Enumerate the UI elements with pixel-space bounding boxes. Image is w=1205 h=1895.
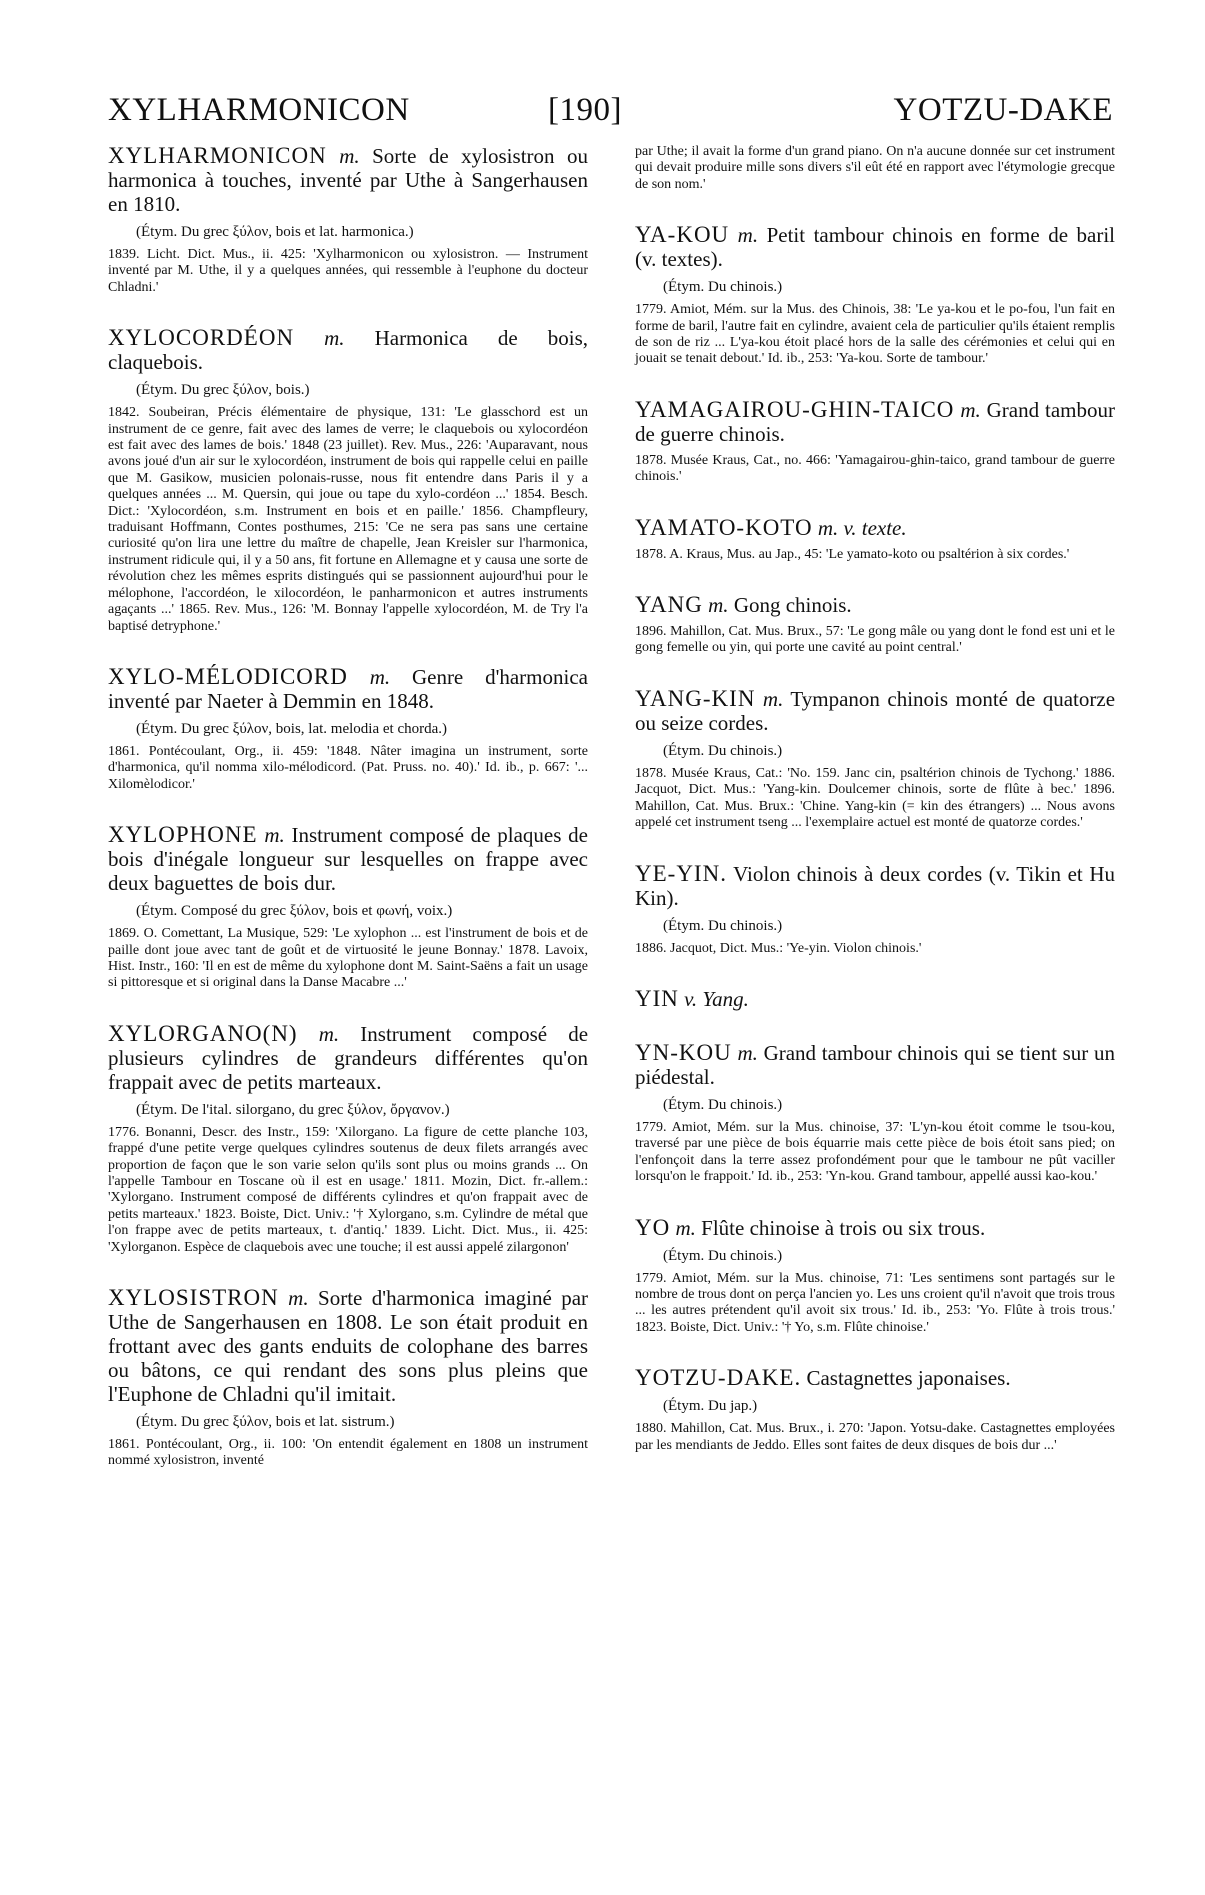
headword: YO — [635, 1214, 671, 1240]
entry-xylorganon — [108, 1022, 588, 1256]
entry-yin — [635, 987, 1115, 1011]
entry-yotzu-dake — [635, 1366, 1115, 1454]
entry-yo — [635, 1216, 1115, 1337]
citations: 1878. Musée Kraus, Cat.: 'No. 159. Janc cin, psaltérion chinois de Tychong.' 1886. Jacquot, Dict. Mus.: 'Yang-kin. Doulcemer chinois, sorte de flûte à bec.' 1896. Mahillon, Cat. Mus. Brux.: 'Chine. Yang-kin (= kin des étrangers) ... Nous avons appelé cet instrument tseng ... l'exemplaire actuel est monté de quatorze cordes.' — [635, 765, 1115, 831]
definition: Sorte de xylosistron ou harmonica à touches, inventé par Uthe à Sangerhausen en 1810. — [108, 144, 588, 216]
continued-citation: par Uthe; il avait la forme d'un grand piano. On n'a aucune donnée sur cet instrument qui devait produire mille sons divers s'il eût été en rapport avec l'étymologie grecque de son nom.' — [635, 144, 1115, 192]
etymology: (Étym. Du grec ξύλον, bois et lat. harmonica.) — [136, 224, 414, 240]
definition: Harmonica de bois, claquebois. — [108, 326, 589, 375]
etymology: (Étym. Du jap.) — [663, 1398, 758, 1415]
etymology: (Étym. Du chinois.) — [663, 279, 783, 296]
headword: YANG — [635, 592, 703, 618]
entry-yn-kou — [635, 1041, 1115, 1186]
etymology: (Étym. Du grec ξύλον, bois, lat. melodia et chorda.) — [136, 720, 448, 737]
page-number: [190] — [548, 92, 622, 128]
cross-reference: v. Yang. — [684, 986, 749, 1011]
definition: Grand tambour de guerre chinois. — [635, 397, 1116, 446]
definition: Violon chinois à deux cordes (v. Tikin et Hu Kin). — [635, 861, 1116, 910]
running-head — [108, 92, 1113, 142]
entry-yang — [635, 593, 1115, 657]
entry-ye-yin — [635, 862, 1115, 957]
citations: 1886. Jacquot, Dict. Mus.: 'Ye-yin. Violon chinois.' — [635, 940, 922, 956]
citations: 1896. Mahillon, Cat. Mus. Brux., 57: 'Le gong mâle ou yang dont le fond est uni et le gong femelle ou yin, qui porte une cavité au point central.' — [635, 624, 1115, 656]
entry-yamagairou-ghin-taico — [635, 398, 1115, 486]
citations: 1878. Musée Kraus, Cat., no. 466: 'Yamagairou-ghin-taico, grand tambour de guerre chinois.' — [635, 452, 1115, 485]
headword: XYLOCORDÉON — [108, 325, 295, 351]
headword: YOTZU-DAKE. — [635, 1365, 802, 1391]
citations: 1880. Mahillon, Cat. Mus. Brux., i. 270: 'Japon. Yotsu-dake. Castagnettes employées par les mendiants de Jeddo. Elles sont faites de deux disques de bois dur ...' — [635, 1421, 1115, 1453]
etymology: (Étym. Du grec ξύλον, bois et lat. sistrum.) — [136, 1414, 395, 1430]
citations: 1861. Pontécoulant, Org., ii. 100: 'On entendit également en 1808 un instrument nommé xylosistron, inventé — [108, 1437, 588, 1469]
gender: m. — [324, 326, 345, 351]
etymology: (Étym. Du chinois.) — [663, 742, 783, 759]
headword: XYLOSISTRON — [108, 1285, 279, 1310]
definition: Tympanon chinois monté de quatorze ou seize cordes. — [635, 686, 1116, 735]
etymology: (Étym. Composé du grec ξύλον, bois et φωνή, voix.) — [136, 903, 453, 920]
citations: 1779. Amiot, Mém. sur la Mus. chinoise, 37: 'L'yn-kou étoit comme le tsou-kou, traversé par une pièce de bois équarrie mais cette pièce de bois étoit sans pied; on l'enfonçoit dans la terre assez profondément pour que le tambour ne pût vaciller lorsqu'on le frappoit.' Id. ib., 253: 'Yn-kou. Grand tambour, appellé aussi kao-kou.' — [635, 1119, 1115, 1185]
definition: Genre d'harmonica inventé par Naeter à Demmin en 1848. — [108, 664, 588, 713]
headword: YN-KOU — [635, 1039, 732, 1065]
citations: 1839. Licht. Dict. Mus., ii. 425: 'Xylharmonicon ou xylosistron. — Instrument inventé par M. Uthe, il y a quelques années, qui ressemble à l'euphone du docteur Chladni.' — [108, 247, 588, 295]
definition: Gong chinois. — [733, 593, 852, 618]
gender: m. — [675, 1215, 696, 1240]
entry-yang-kin — [635, 687, 1115, 832]
entry-xylo-melodicord — [108, 665, 588, 793]
citations: 1878. A. Kraus, Mus. au Jap., 45: 'Le yamato-koto ou psaltérion à six cordes.' — [635, 546, 1070, 562]
running-head-left: XYLHARMONICON — [108, 92, 410, 128]
definition: Grand tambour chinois qui se tient sur un piédestal. — [635, 1040, 1116, 1089]
headword: YA-KOU — [635, 222, 730, 248]
entry-xylosistron — [108, 1286, 588, 1470]
gender: m. — [960, 397, 981, 422]
etymology: (Étym. Du grec ξύλον, bois.) — [136, 382, 310, 399]
gender: m. — [737, 223, 759, 248]
headword: XYLOPHONE — [108, 822, 258, 848]
gender: m. — [737, 1040, 758, 1065]
definition: Petit tambour chinois en forme de baril (v. textes). — [635, 223, 1115, 272]
definition: Flûte chinoise à trois ou six trous. — [701, 1215, 986, 1240]
headword: YAMAGAIROU-GHIN-TAICO — [635, 396, 955, 422]
etymology: (Étym. Du chinois.) — [663, 1096, 783, 1113]
running-head-right: YOTZU-DAKE — [893, 92, 1113, 128]
gender: m. — [318, 1021, 340, 1046]
entry-yamato-koto — [635, 516, 1115, 563]
gender: m. — [369, 664, 391, 689]
entry-ya-kou — [635, 223, 1115, 368]
headword: YIN — [635, 985, 679, 1011]
left-column — [108, 144, 588, 1500]
headword: XYLO-MÉLODICORD — [108, 663, 348, 689]
etymology: (Étym. Du chinois.) — [663, 1247, 783, 1264]
definition: Instrument composé de plusieurs cylindres de grandeurs différentes qu'on frappait avec de petits marteaux. — [108, 1021, 589, 1094]
headword: XYLHARMONICON — [108, 143, 327, 168]
citations: 1861. Pontécoulant, Org., ii. 459: '1848. Nâter imagina un instrument, sorte d'harmonica, qu'il nomma xilo-mélodicord. (Pat. Pruss. no. 40).' Id. ib., p. 667: '... Xilomèlodicor.' — [108, 743, 588, 792]
entry-xylharmonicon — [108, 144, 588, 296]
citations: 1779. Amiot, Mém. sur la Mus. des Chinois, 38: 'Le ya-kou et le po-fou, l'un fait en forme de baril, l'autre fait en cylindre, avaient cela de particulier qu'ils étaient remplis de son de riz ... L'ya-kou étoit placé hors de la salle des cérémonies et celui qui en jouait se tenait debout.' Id. ib., 253: 'Ya-kou. Sorte de tambour.' — [635, 302, 1115, 367]
citations: 1869. O. Comettant, La Musique, 529: 'Le xylophon ... est l'instrument de bois et de paille dont joue avec tant de goût et de virtuosité le jeune Bonnay.' 1878. Lavoix, Hist. Instr., 160: 'Il en est de même du xylophone dont M. Saint-Saëns a fait un usage si pittoresque et si original dans la Danse Macabre ...' — [108, 926, 588, 991]
gender: m. — [264, 823, 285, 848]
dictionary-page — [108, 92, 1116, 1469]
etymology: (Étym. Du chinois.) — [663, 917, 783, 934]
gender: m. — [762, 686, 784, 711]
headword: XYLORGANO(N) — [108, 1020, 298, 1046]
entry-xylocordeon — [108, 326, 588, 635]
right-column — [635, 144, 1115, 1484]
gender: m. — [817, 515, 839, 540]
gender: m. — [339, 144, 360, 168]
definition: Sorte d'harmonica imaginé par Uthe de Sangerhausen en 1808. Le son était produit en frottant avec des gants enduits de colophane des barres ou bâtons, ce qui rendant des sons plus pleins que l'Euphone de Chladni qu'il imitait. — [108, 1286, 589, 1406]
etymology: (Étym. De l'ital. silorgano, du grec ξύλον, ὄργανον.) — [136, 1101, 450, 1118]
definition: v. texte. — [843, 515, 907, 540]
entry-xylophone — [108, 823, 588, 992]
definition: Instrument composé de plaques de bois d'inégale longueur sur lesquelles on frappe avec deux baguettes de bois dur. — [108, 823, 588, 896]
gender: m. — [708, 593, 729, 618]
headword: YE-YIN. — [635, 860, 727, 886]
definition: Castagnettes japonaises. — [806, 1366, 1011, 1391]
headword: YAMATO-KOTO — [635, 514, 813, 540]
gender: m. — [288, 1286, 309, 1310]
citations: 1776. Bonanni, Descr. des Instr., 159: 'Xilorgano. La figure de cette planche 103, frappé d'une petite verge quelques cylindres soutenus de deux filets arrangés avec proportion de façon que le son varie selon qu'ils sont plus ou moins grands ... On l'appelle Tambour en Toscane où il est en usage.' 1811. Mozin, Dict. fr.-allem.: 'Xylorgano. Instrument composé de différents cylindres et qu'on frappait avec de petits marteaux.' 1823. Boiste, Dict. Univ.: '† Xylorgano, s.m. Cylindre de métal que l'on frappe avec de petits marteaux, t. d'antiq.' 1839. Licht. Dict. Mus., ii. 425: 'Xylorganon. Espèce de claquebois avec une touche; il est aussi appelé zilargonon' — [108, 1124, 588, 1255]
headword: YANG-KIN — [635, 685, 756, 711]
citations: 1779. Amiot, Mém. sur la Mus. chinoise, 71: 'Les sentimens sont partagés sur le nombre de trous dont on perça l'ancien yo. Les uns croient qu'il n'avoit que trois trous ... les autres prétendent qu'il avoit six trous.' Id. ib., 253: 'Yo. Flûte à trois trous.' 1823. Boiste, Dict. Univ.: '† Yo, s.m. Flûte chinoise.' — [635, 1270, 1115, 1335]
citations: 1842. Soubeiran, Précis élémentaire de physique, 131: 'Le glasschord est un instrument de ce genre, fait avec des lames de verre; le claquebois ou xylocordéon est fait avec des lames de bois.' 1848 (23 juillet). Rev. Mus., 226: 'Auparavant, nous avons joué d'un air sur le xylocordéon, instrument de bois qui rappelle celui en paille que M. Gasikow, musicien polonais-russe, nous fit entendre dans Paris il y a quelques années ... M. Quersin, qui joue ou tape du xylo-cordéon ...' 1854. Besch. Dict.: 'Xylocordéon, s.m. Instrument en bois et en paille.' 1856. Champfleury, traduisant Hoffmann, Contes posthumes, 215: 'Ce ne sera pas sans une certaine curiosité qu'on lira une lettre du maître de chapelle, Jean Kreisler sur l'harmonica, instrument ridicule qui, il y a 50 ans, fit fortune en Allemagne et y causa une sorte de révolution chez les mêmes esprits distingués qui se passionnent aujourd'hui pour le mélophone, l'accordéon, le xilocordéon, le panharmonicon et autres instruments agaçants ...' 1865. Rev. Mus., 126: 'M. Bonnay l'appelle xylocordéon, M. de Try l'a baptisé detryphone.' — [108, 405, 588, 634]
